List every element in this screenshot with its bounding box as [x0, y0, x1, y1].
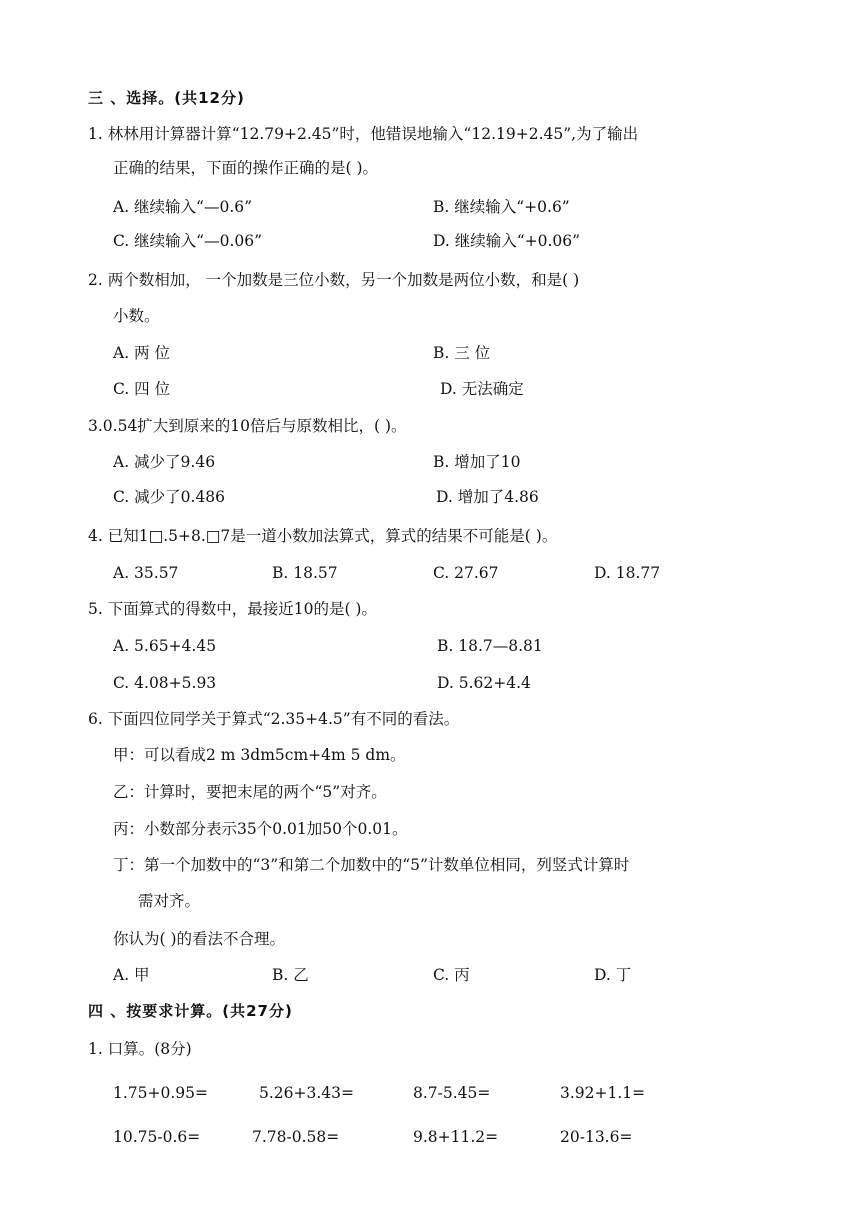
q6-line1: 6. 下面四位同学关于算式“2.35+4.5”有不同的看法。: [88, 710, 460, 728]
q4-option-c: C. 27.67: [433, 564, 499, 582]
q6-option-d: D. 丁: [594, 966, 632, 984]
q3-option-d: D. 增加了4.86: [436, 488, 539, 506]
q5-option-b: B. 18.7—8.81: [437, 637, 543, 655]
q6-option-a: A. 甲: [113, 966, 150, 984]
q6-jia: 甲：可以看成2 m 3dm5cm+4m 5 dm。: [113, 746, 406, 764]
q5-line1: 5. 下面算式的得数中，最接近10的是( )。: [88, 600, 377, 618]
q6-yi: 乙：计算时，要把末尾的两个“5”对齐。: [113, 783, 387, 801]
q3-line1: 3.0.54扩大到原来的10倍后与原数相比，( )。: [88, 417, 407, 435]
q5-option-a: A. 5.65+4.45: [113, 637, 217, 655]
q6-ding-line1: 丁：第一个加数中的“3”和第二个加数中的“5”计数单位相同，列竖式计算时: [113, 856, 630, 874]
calc-item: 7.78-0.58=: [252, 1128, 340, 1146]
calc-item: 8.7-5.45=: [413, 1084, 491, 1102]
q4-option-d: D. 18.77: [594, 564, 661, 582]
q1-line1: 1. 林林用计算器计算“12.79+2.45”时，他错误地输入“12.19+2.45”,为了输出: [88, 125, 639, 143]
q2-line1: 2. 两个数相加， 一个加数是三位小数，另一个加数是两位小数，和是( ): [88, 271, 580, 289]
q1-option-c: C. 继续输入“—0.06”: [113, 232, 263, 250]
q2-option-a: A. 两 位: [113, 344, 170, 362]
calc-item: 10.75-0.6=: [113, 1128, 201, 1146]
q3-option-c: C. 减少了0.486: [113, 488, 226, 506]
q2-option-c: C. 四 位: [113, 380, 171, 398]
q6-ding-line2: 需对齐。: [138, 892, 201, 910]
q6-bing: 丙：小数部分表示35个0.01加50个0.01。: [113, 820, 408, 838]
q6-option-b: B. 乙: [272, 966, 309, 984]
calc-item: 3.92+1.1=: [560, 1084, 646, 1102]
section4-sub1: 1. 口算。(8分): [88, 1040, 192, 1058]
q3-option-b: B. 增加了10: [433, 453, 521, 471]
q5-option-c: C. 4.08+5.93: [113, 674, 217, 692]
q1-line2: 正确的结果，下面的操作正确的是( )。: [113, 159, 379, 177]
q4-option-b: B. 18.57: [272, 564, 338, 582]
q4-option-a: A. 35.57: [113, 564, 179, 582]
section3-heading: 三 、选择。(共12分): [88, 89, 245, 107]
section4-heading: 四 、按要求计算。(共27分): [88, 1002, 293, 1020]
q1-option-d: D. 继续输入“+0.06”: [433, 232, 581, 250]
q2-option-d: D. 无法确定: [440, 380, 524, 398]
q1-option-a: A. 继续输入“—0.6”: [113, 198, 253, 216]
q3-option-a: A. 减少了9.46: [113, 453, 216, 471]
calc-item: 9.8+11.2=: [413, 1128, 499, 1146]
q2-line2: 小数。: [113, 307, 160, 325]
q4-line1: 4. 已知1□.5+8.□7是一道小数加法算式，算式的结果不可能是( )。: [88, 527, 558, 545]
calc-item: 5.26+3.43=: [259, 1084, 354, 1102]
q6-ask: 你认为( )的看法不合理。: [113, 930, 286, 948]
calc-item: 1.75+0.95=: [113, 1084, 208, 1102]
calc-item: 20-13.6=: [560, 1128, 633, 1146]
q2-option-b: B. 三 位: [433, 344, 491, 362]
q1-option-b: B. 继续输入“+0.6”: [433, 198, 570, 216]
q6-option-c: C. 丙: [433, 966, 470, 984]
q5-option-d: D. 5.62+4.4: [437, 674, 531, 692]
